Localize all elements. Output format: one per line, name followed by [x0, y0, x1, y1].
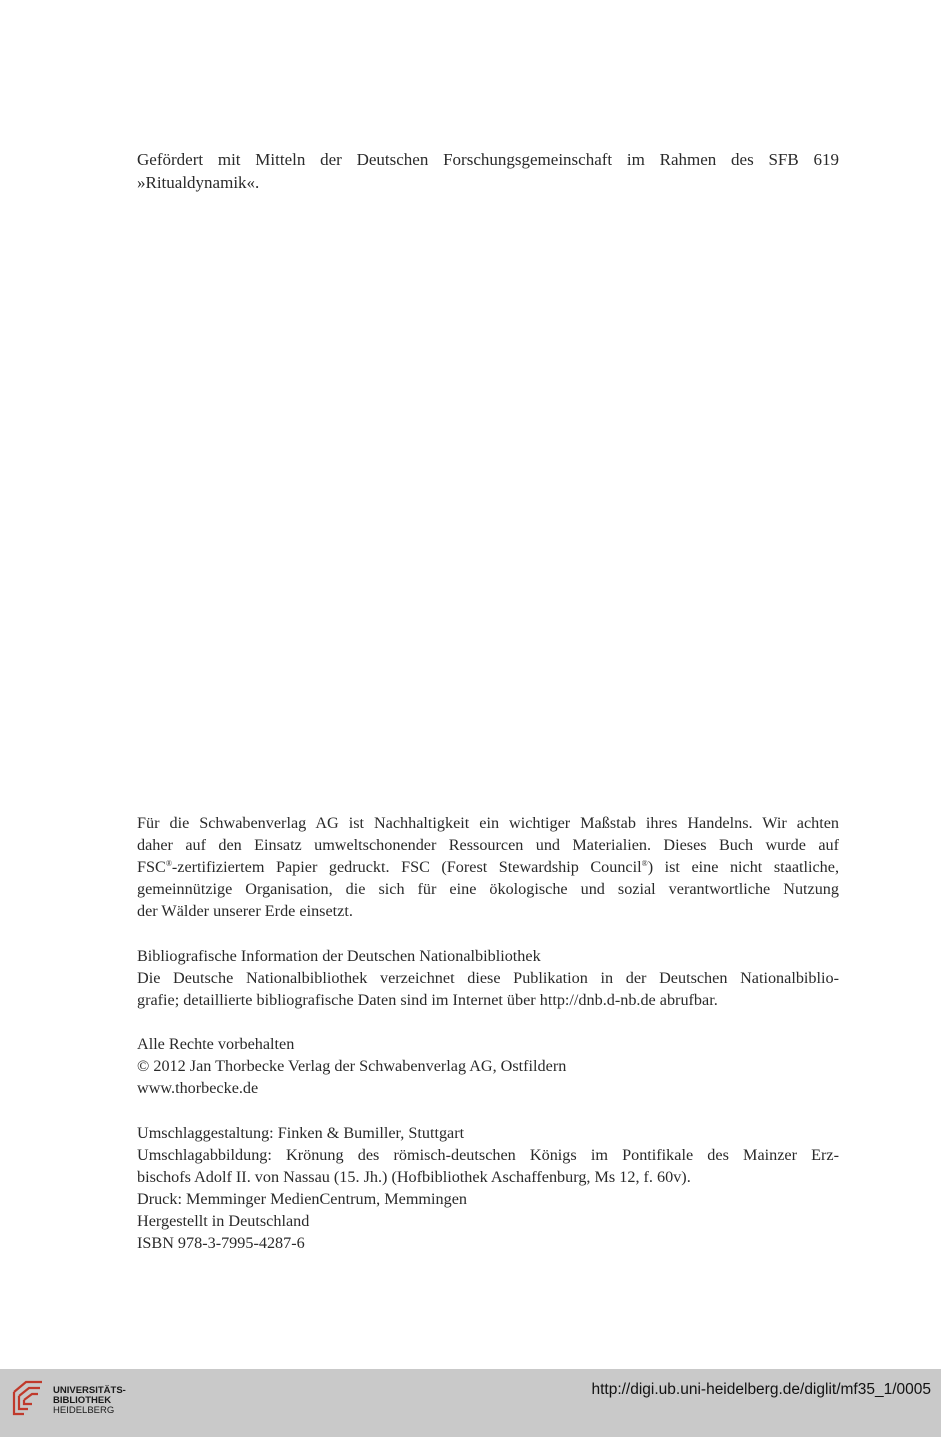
rights-block — [137, 1033, 839, 1099]
print-credit: Druck: Memminger MedienCentrum, Memmingen — [137, 1190, 467, 1208]
sustainability-line-4: gemeinnützige Organisation, die sich für eine ökologische und sozial verantwortliche Nutzung — [137, 880, 839, 898]
isbn: ISBN 978-3-7995-4287-6 — [137, 1234, 305, 1252]
bibliographic-line-2: grafie; detaillierte bibliografische Daten sind im Internet über http://dnb.d-nb.de abrufbar. — [137, 991, 718, 1009]
sustainability-statement — [137, 812, 839, 922]
logo-line-2: BIBLIOTHEK — [53, 1395, 112, 1406]
fsc-text-end: ) ist eine nicht staatliche, — [647, 858, 840, 876]
funding-note — [137, 148, 839, 194]
bibliographic-heading: Bibliografische Information der Deutschen Nationalbibliothek — [137, 947, 541, 965]
bibliographic-line-1: Die Deutsche Nationalbibliothek verzeichnet diese Publikation in der Deutschen Nationalbiblio- — [137, 969, 839, 987]
sustainability-line-2: daher auf den Einsatz umweltschonender Ressourcen und Materialien. Dieses Buch wurde auf — [137, 836, 839, 854]
permalink-url[interactable]: http://digi.ub.uni-heidelberg.de/diglit/mf35_1/0005 — [591, 1381, 931, 1398]
sustainability-line-1: Für die Schwabenverlag AG ist Nachhaltigkeit ein wichtiger Maßstab ihres Handelns. Wir achten — [137, 814, 839, 832]
bibliographic-info — [137, 945, 839, 1011]
funding-line-1: Gefördert mit Mitteln der Deutschen Forschungsgemeinschaft im Rahmen des SFB 619 — [137, 150, 839, 169]
made-in-line: Hergestellt in Deutschland — [137, 1212, 310, 1230]
production-credits — [137, 1122, 839, 1254]
registered-mark: ® — [641, 859, 648, 868]
fsc-text-continued: -zertifiziertem Papier gedruckt. FSC (Forest Stewardship Council — [171, 858, 642, 876]
library-logo-icon — [10, 1378, 46, 1418]
publisher-website: www.thorbecke.de — [137, 1079, 259, 1097]
library-logo-text — [53, 1386, 126, 1416]
sustainability-line-5: der Wälder unserer Erde einsetzt. — [137, 902, 353, 920]
cover-design-credit: Umschlaggestaltung: Finken & Bumiller, Stuttgart — [137, 1124, 465, 1142]
funding-line-2: »Ritualdynamik«. — [137, 173, 260, 192]
logo-line-3: HEIDELBERG — [53, 1405, 115, 1416]
cover-image-credit-line-1: Umschlagabbildung: Krönung des römisch-deutschen Königs im Pontifikale des Mainzer Erz- — [137, 1146, 839, 1164]
digitization-footer — [0, 1369, 941, 1437]
logo-line-1: UNIVERSITÄTS- — [53, 1385, 126, 1396]
cover-image-credit-line-2: bischofs Adolf II. von Nassau (15. Jh.) (Hofbibliothek Aschaffenburg, Ms 12, f. 60v). — [137, 1168, 691, 1186]
rights-reserved: Alle Rechte vorbehalten — [137, 1035, 295, 1053]
sustainability-line-3 — [137, 856, 839, 878]
fsc-text: FSC — [137, 858, 166, 876]
registered-mark: ® — [165, 859, 172, 868]
copyright-line: © 2012 Jan Thorbecke Verlag der Schwabenverlag AG, Ostfildern — [137, 1057, 567, 1075]
